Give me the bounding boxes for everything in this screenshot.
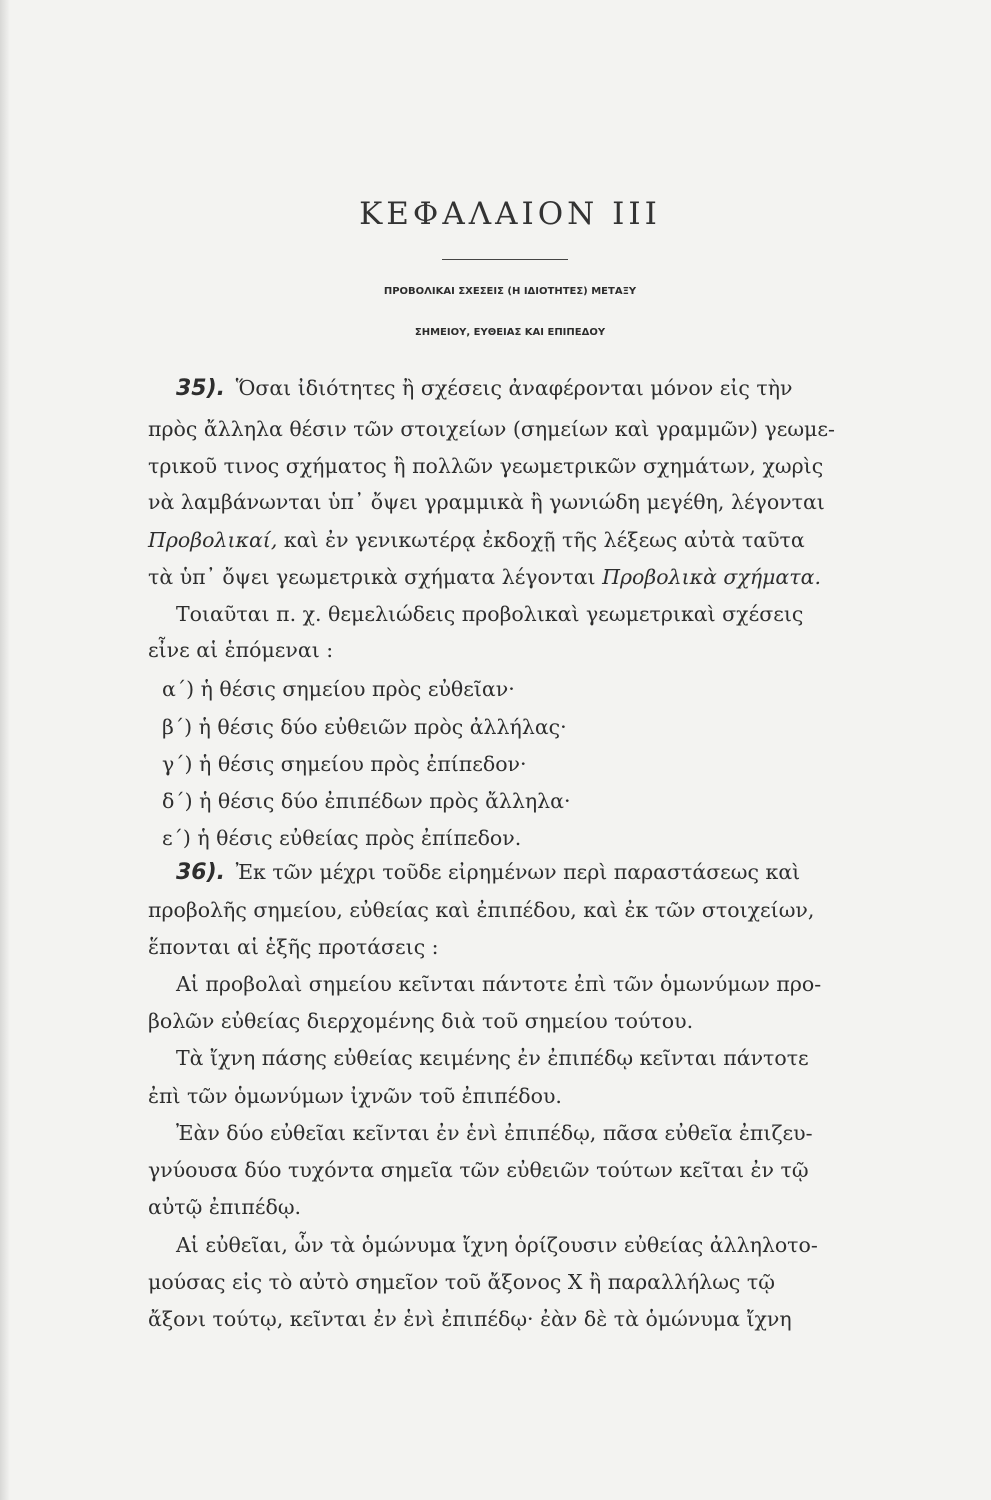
section-number-35: 35). <box>176 376 226 401</box>
proposition-1-line-1: Αἱ προβολαὶ σημείου κεῖνται πάντοτε ἐπὶ τῶν ὁμωνύμων προ- <box>176 972 822 996</box>
proposition-2-line-1: Τὰ ἴχνη πάσης εὐθείας κειμένης ἐν ἐπιπέδῳ κεῖνται πάντοτε <box>176 1046 809 1070</box>
paragraph-35-line-7: Τοιαῦται π. χ. θεμελιώδεις προβολικαὶ γεωμετρικαὶ σχέσεις <box>176 602 804 626</box>
proposition-4-line-2: μούσας εἰς τὸ αὐτὸ σημεῖον τοῦ ἄξονος Χ ἢ παραλλήλως τῷ <box>148 1270 775 1294</box>
proposition-3-line-1: Ἐὰν δύο εὐθεῖαι κεῖνται ἐν ἑνὶ ἐπιπέδῳ, πᾶσα εὐθεῖα ἐπιζευ- <box>176 1121 813 1145</box>
paragraph-35-line-8: εἶνε αἱ ἑπόμεναι : <box>148 638 334 662</box>
paragraph-35-line-2: πρὸς ἄλληλα θέσιν τῶν στοιχείων (σημείων καὶ γραμμῶν) γεωμε- <box>148 417 835 441</box>
paragraph-35-line-6: τὰ ὑπ᾽ ὄψει γεωμετρικὰ σχήματα λέγονται Προβολικὰ σχήματα. <box>148 565 821 589</box>
term-provolika-schimata: Προβολικὰ σχήματα. <box>602 565 821 589</box>
list-item-alpha: α΄) ἡ θέσις σημείου πρὸς εὐθεῖαν· <box>162 677 515 701</box>
section-number-36: 36). <box>176 860 226 885</box>
section-title-line-2: ΣΗΜΕΙΟΥ, ΕΥΘΕΙΑΣ ΚΑΙ ΕΠΙΠΕΔΟΥ <box>414 327 606 338</box>
proposition-1-line-2: βολῶν εὐθείας διερχομένης διὰ τοῦ σημείου τούτου. <box>148 1009 694 1033</box>
paragraph-35-line-5: Προβολικαί, καὶ ἐν γενικωτέρᾳ ἐκδοχῇ τῆς λέξεως αὐτὰ ταῦτα <box>148 528 805 552</box>
heading-divider <box>442 259 568 260</box>
term-provolikai: Προβολικαί, <box>148 528 278 552</box>
section-title-line-1: ΠΡΟΒΟΛΙΚΑΙ ΣΧΕΣΕΙΣ (Η ΙΔΙΟΤΗΤΕΣ) ΜΕΤΑΞΥ <box>383 286 637 297</box>
paragraph-35-line-3: τρικοῦ τινος σχήματος ἢ πολλῶν γεωμετρικῶν σχημάτων, χωρὶς <box>148 454 824 478</box>
chapter-heading: ΚΕΦΑΛΑΙΟΝ III <box>359 196 661 232</box>
proposition-2-line-2: ἐπὶ τῶν ὁμωνύμων ἰχνῶν τοῦ ἐπιπέδου. <box>148 1084 562 1108</box>
proposition-3-line-2: γνύουσα δύο τυχόντα σημεῖα τῶν εὐθειῶν τούτων κεῖται ἐν τῷ <box>148 1158 809 1182</box>
paragraph-36-line-1: 36). Ἐκ τῶν μέχρι τοῦδε εἰρημένων περὶ παραστάσεως καὶ <box>176 860 801 885</box>
paragraph-36-line-3: ἕπονται αἱ ἑξῆς προτάσεις : <box>148 935 439 959</box>
list-item-delta: δ΄) ἡ θέσις δύο ἐπιπέδων πρὸς ἄλληλα· <box>162 789 571 813</box>
list-item-epsilon: ε΄) ἡ θέσις εὐθείας πρὸς ἐπίπεδον. <box>162 826 522 850</box>
list-item-beta: β΄) ἡ θέσις δύο εὐθειῶν πρὸς ἀλλήλας· <box>162 715 567 739</box>
paragraph-36-line-2: προβολῆς σημείου, εὐθείας καὶ ἐπιπέδου, καὶ ἐκ τῶν στοιχείων, <box>148 898 815 922</box>
proposition-4-line-3: ἄξονι τούτῳ, κεῖνται ἐν ἑνὶ ἐπιπέδῳ· ἐὰν δὲ τὰ ὁμώνυμα ἴχνη <box>148 1307 792 1331</box>
paragraph-35-line-1: 35). Ὅσαι ἰδιότητες ἢ σχέσεις ἀναφέρονται μόνον εἰς τὴν <box>176 376 793 401</box>
book-page <box>120 0 900 1500</box>
list-item-gamma: γ΄) ἡ θέσις σημείου πρὸς ἐπίπεδον· <box>162 752 527 776</box>
proposition-4-line-1: Αἱ εὐθεῖαι, ὧν τὰ ὁμώνυμα ἴχνη ὁρίζουσιν εὐθείας ἀλληλοτο- <box>176 1233 818 1257</box>
page-edge <box>0 0 10 1500</box>
proposition-3-line-3: αὐτῷ ἐπιπέδῳ. <box>148 1195 302 1219</box>
paragraph-35-line-4: νὰ λαμβάνωνται ὑπ᾽ ὄψει γραμμικὰ ἢ γωνιώδη μεγέθη, λέγονται <box>148 490 825 514</box>
